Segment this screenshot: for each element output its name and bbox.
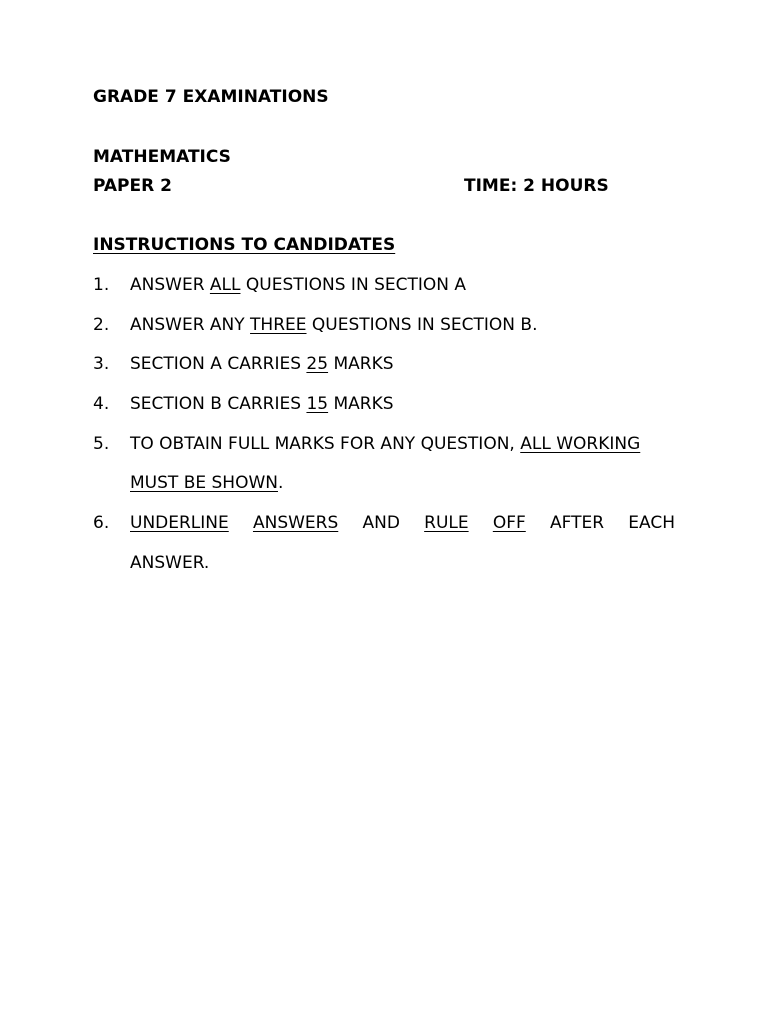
item-number: 6. bbox=[93, 513, 110, 533]
item-text-after: MARKS bbox=[328, 394, 394, 414]
item-text-before: ANSWER ANY bbox=[130, 315, 251, 335]
underlined-word: UNDERLINE bbox=[130, 513, 229, 533]
item-text-after: QUESTIONS IN SECTION A bbox=[240, 275, 466, 295]
paper-number: PAPER 2 bbox=[93, 176, 172, 196]
item-text bbox=[130, 354, 394, 374]
item-number: 5. bbox=[93, 434, 110, 454]
plain-word: AND bbox=[362, 513, 400, 533]
subject-title: MATHEMATICS bbox=[93, 147, 231, 167]
item-emphasis: 15 bbox=[306, 394, 329, 414]
item-text bbox=[130, 275, 466, 295]
plain-word: AFTER bbox=[549, 513, 605, 533]
exam-duration: TIME: 2 HOURS bbox=[464, 176, 609, 196]
item-number: 4. bbox=[93, 394, 110, 414]
item-text-before: SECTION A CARRIES bbox=[130, 354, 307, 374]
item-text bbox=[130, 315, 537, 335]
item-emphasis: THREE bbox=[250, 315, 307, 335]
item-emphasis: MUST BE SHOWN bbox=[130, 473, 278, 493]
underlined-word: ANSWERS bbox=[252, 513, 339, 533]
item-number: 3. bbox=[93, 354, 110, 374]
item-text-before: SECTION B CARRIES bbox=[130, 394, 307, 414]
item-number: 1. bbox=[93, 275, 110, 295]
exam-title: GRADE 7 EXAMINATIONS bbox=[93, 87, 329, 107]
item-text-after: MARKS bbox=[328, 354, 394, 374]
item-emphasis: 25 bbox=[306, 354, 329, 374]
item-text-before: ANSWER bbox=[130, 275, 210, 295]
item-emphasis: ALL bbox=[209, 275, 241, 295]
item-number: 2. bbox=[93, 315, 110, 335]
item-text-continued bbox=[130, 473, 283, 493]
item-text bbox=[130, 513, 675, 533]
item-text-after: QUESTIONS IN SECTION B. bbox=[306, 315, 538, 335]
plain-word: EACH bbox=[628, 513, 675, 533]
item-text bbox=[130, 394, 394, 414]
item-text-before: TO OBTAIN FULL MARKS FOR ANY QUESTION, bbox=[130, 434, 521, 454]
underlined-word: OFF bbox=[492, 513, 526, 533]
item-text bbox=[130, 434, 640, 454]
item-emphasis: ALL WORKING bbox=[520, 434, 641, 454]
item-text-continued: ANSWER. bbox=[130, 553, 210, 573]
item-text-after: . bbox=[277, 473, 284, 493]
underlined-word: RULE bbox=[424, 513, 469, 533]
instructions-heading: INSTRUCTIONS TO CANDIDATES bbox=[93, 235, 396, 255]
